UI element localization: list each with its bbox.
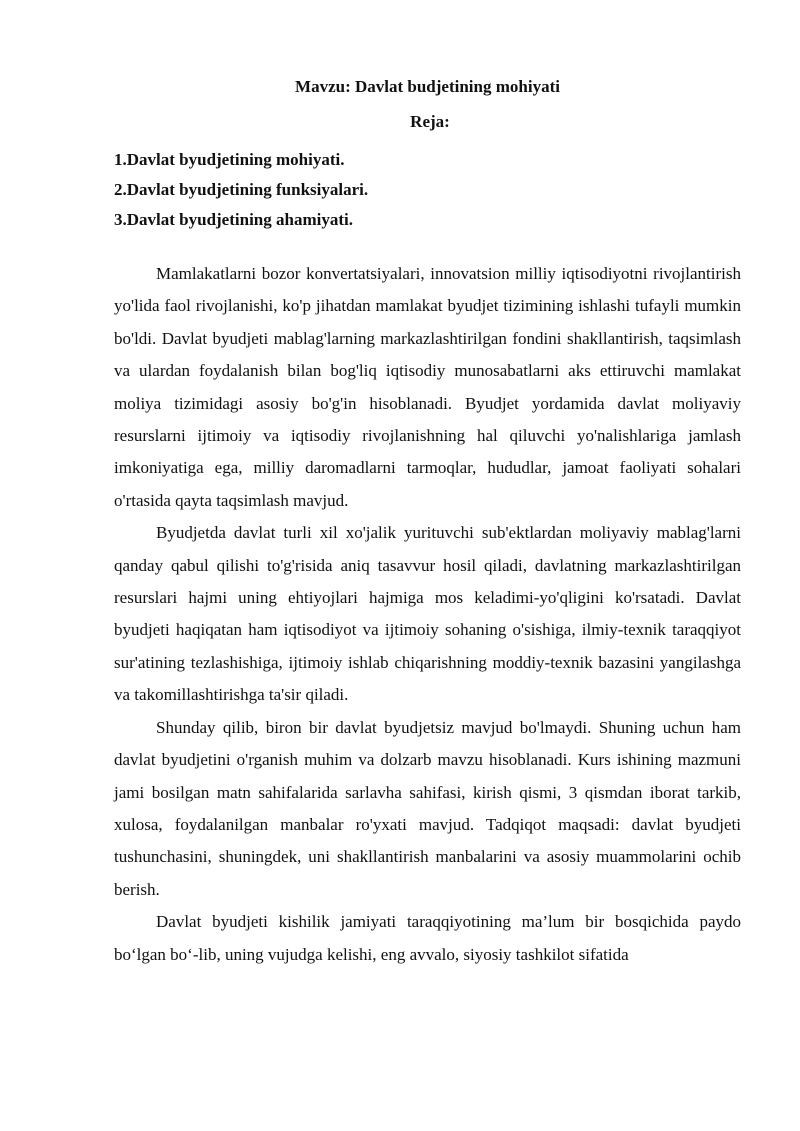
paragraph: Davlat byudjeti kishilik jamiyati taraqqiyotining ma’lum bir bosqichida paydo bo‘lgan bo‘-lib, uning vujudga kelishi, eng avvalo, siyosiy tashkilot sifatida bbox=[114, 912, 741, 964]
document-body bbox=[114, 258, 741, 971]
plan-item: 3.Davlat byudjetining ahamiyati. bbox=[114, 210, 353, 229]
plan-item: 2.Davlat byudjetining funksiyalari. bbox=[114, 180, 369, 199]
paragraph: Mamlakatlarni bozor konvertatsiyalari, innovatsion milliy iqtisodiyotni rivojlantirish yo'lida faol rivojlanishi, ko'p jihatdan mamlakat byudjet tizimining ishlashi tufayli mumkin bo'ldi. Davlat byudjeti mablag'larning markazlashtirilgan fondini shakllantirish, taqsimlash va ulardan foydalanish bilan bog'liq iqtisodiy munosabatlarni aks ettiruvchi mamlakat moliya tizimidagi asosiy bo'g'in hisoblanadi. Byudjet yordamida davlat moliyaviy resurslarni ijtimoiy va iqtisodiy rivojlanishning hal qiluvchi yo'nalishlariga jamlash imkoniyatiga ega, milliy daromadlarni tarmoqlar, hududlar, jamoat faoliyati sohalari o'rtasida qayta taqsimlash mavjud. bbox=[114, 264, 741, 510]
plan-heading: Reja: bbox=[410, 112, 450, 131]
plan-item: 1.Davlat byudjetining mohiyati. bbox=[114, 150, 345, 169]
paragraph: Byudjetda davlat turli xil xo'jalik yurituvchi sub'ektlardan moliyaviy mablag'larni qanday qabul qilishi to'g'risida aniq tasavvur hosil qiladi, davlatning markazlashtirilgan resurslari hajmi uning ehtiyojlari hajmiga mos keladimi-yo'qligini ko'rsatadi. Davlat byudjeti haqiqatan ham iqtisodiyot va ijtimoiy sohaning o'sishiga, ilmiy-texnik taraqqiyot sur'atining tezlashishiga, ijtimoiy ishlab chiqarishning moddiy-texnik bazasini yangilashga va takomillashtirishga ta'sir qiladi. bbox=[114, 523, 741, 705]
paragraph: Shunday qilib, biron bir davlat byudjetsiz mavjud bo'lmaydi. Shuning uchun ham davlat byudjetini o'rganish muhim va dolzarb mavzu hisoblanadi. Kurs ishining mazmuni jami bosilgan matn sahifalarida sarlavha sahifasi, kirish qismi, 3 qismdan iborat tarkib, xulosa, foydalanilgan manbalar ro'yxati mavjud. Tadqiqot maqsadi: davlat byudjeti tushunchasini, shuningdek, uni shakllantirish manbalarini va asosiy muammolarini ochib berish. bbox=[114, 717, 741, 899]
plan-list bbox=[114, 145, 368, 235]
document-title: Mavzu: Davlat budjetining mohiyati bbox=[295, 77, 560, 96]
